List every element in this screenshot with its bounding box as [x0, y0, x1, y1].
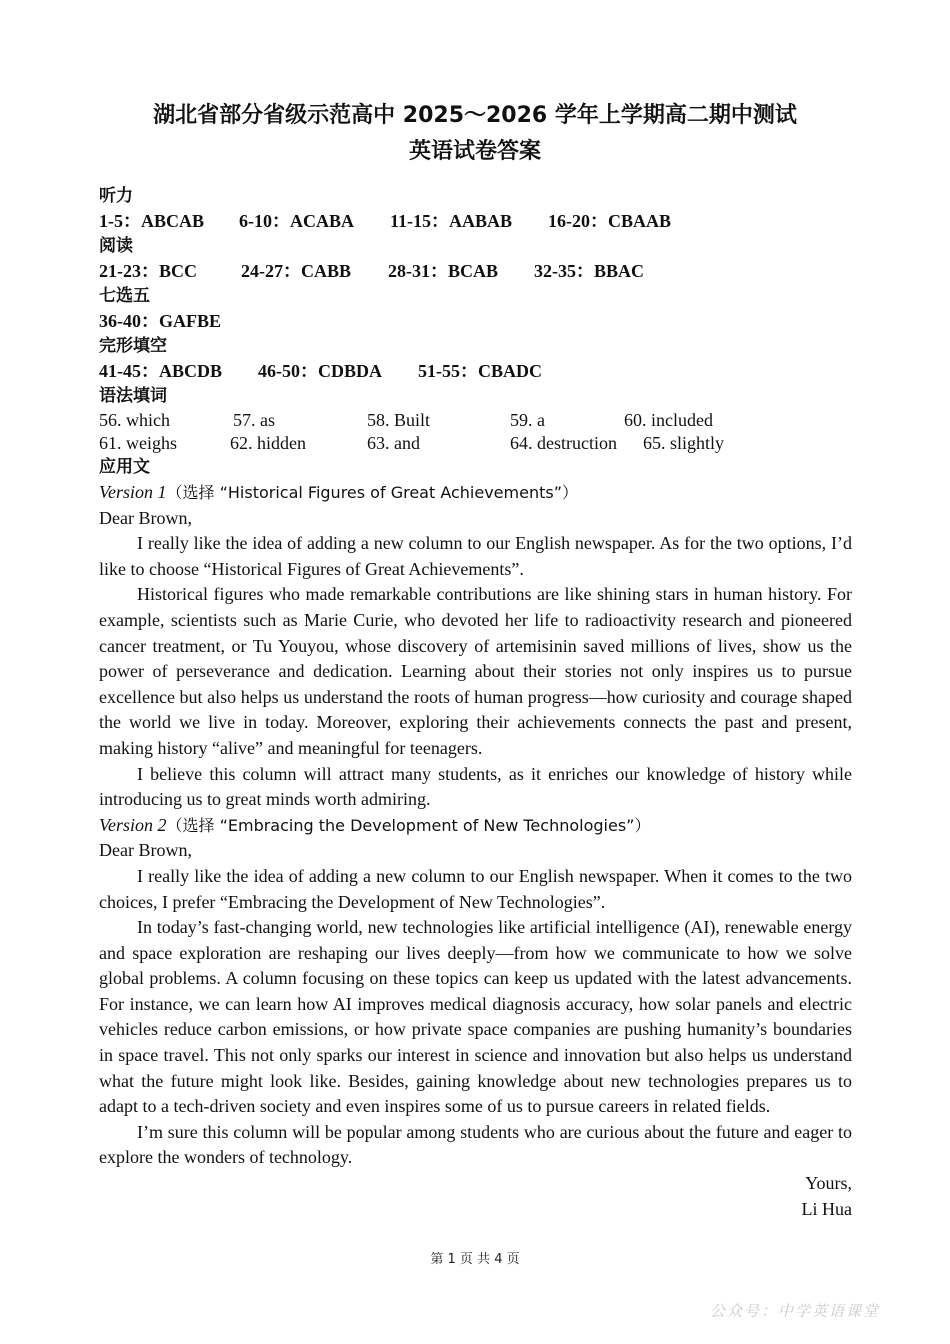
- letter-paragraph: I believe this column will attract many students, as it enriches our knowledge of history while introducing us to great minds worth admiring.: [99, 763, 852, 810]
- grammar-answer: 65. slightly: [643, 433, 725, 453]
- grammar-answer-grid: [99, 409, 852, 455]
- grammar-answer: 61. weighs: [99, 433, 177, 453]
- section-heading-listening: 听力: [99, 186, 133, 206]
- answer-group: 21-23：BCC: [99, 261, 197, 281]
- letter-greeting: Dear Brown,: [99, 840, 192, 861]
- version-note: （选择 “Embracing the Development of New Technologies”）: [166, 815, 651, 835]
- grammar-answer: 62. hidden: [230, 433, 306, 453]
- grammar-answer: 57. as: [233, 410, 275, 430]
- grammar-row: [99, 432, 852, 455]
- answer-row-listening: [99, 209, 852, 234]
- section-heading-reading: 阅读: [99, 236, 133, 256]
- letter-paragraph: Historical figures who made remarkable contributions are like shining stars in human history. For example, scientists such as Marie Curie, who devoted her life to radioactivity research and pioneered cancer treatment, or Tu Youyou, whose discovery of artemisinin saved millions of lives, show us the power of perseverance and dedication. Learning about their stories not only inspires us to pursue excellence but also helps us understand the roots of human progress—how curiosity and courage shaped the world we live in today. Moreover, exploring their achievements connects the past and present, making history “alive” and meaningful for teenagers.: [99, 584, 852, 758]
- letter-paragraph: I really like the idea of adding a new column to our English newspaper. As for the two options, I’d like to choose “Historical Figures of Great Achievements”.: [99, 533, 852, 579]
- answer-row-cloze: [99, 359, 852, 384]
- answer-group: 24-27：CABB: [241, 261, 352, 281]
- section-heading-grammar: 语法填词: [99, 386, 167, 406]
- version-label: Version 2: [99, 814, 167, 835]
- answer-group: 32-35：BBAC: [534, 261, 645, 281]
- grammar-answer: 58. Built: [367, 410, 431, 430]
- letter-paragraph: In today’s fast-changing world, new technologies like artificial intelligence (AI), renewable energy and space exploration are reshaping our lives deeply—from how we communicate to how we solve global problems. A column focusing on these topics can keep us updated with the latest advancements. For instance, we can learn how AI improves medical diagnosis accuracy, how solar panels and electric vehicles reduce carbon emissions, or how private space companies are pushing humanity’s boundaries in space travel. This not only sparks our interest in science and innovation but also helps us understand what the future might look like. Besides, gaining knowledge about new technologies prepares us to adapt to a tech-driven society and even inspires some of us to pursue careers in related fields.: [99, 917, 852, 1117]
- page-title-line1: 湖北省部分省级示范高中 2025～2026 学年上学期高二期中测试: [153, 103, 797, 128]
- version-2-heading: [99, 813, 852, 839]
- section-heading-seven-five: 七选五: [99, 286, 150, 306]
- letter-greeting: Dear Brown,: [99, 507, 192, 528]
- grammar-answer: 60. included: [624, 410, 713, 430]
- answer-group: 46-50：CDBDA: [258, 361, 382, 381]
- page-number: 第 1 页 共 4 页: [430, 1252, 520, 1267]
- grammar-row: [99, 409, 852, 432]
- answer-row-reading: [99, 259, 852, 284]
- answer-content: [99, 184, 852, 1222]
- answer-group: 28-31：BCAB: [388, 261, 499, 281]
- version-1-heading: [99, 480, 852, 506]
- page-title-line2: 英语试卷答案: [408, 139, 541, 164]
- section-heading-writing: 应用文: [99, 457, 150, 477]
- section-heading-cloze: 完形填空: [99, 336, 167, 356]
- letter-paragraph: I’m sure this column will be popular among students who are curious about the future and eager to explore the wonders of technology.: [99, 1121, 852, 1168]
- answer-row-seven-five: [99, 309, 852, 334]
- answer-group: 1-5：ABCAB: [99, 211, 205, 231]
- letter-signature: Li Hua: [801, 1198, 852, 1219]
- watermark: 公众号：中学英语课堂: [709, 1302, 880, 1320]
- answer-group: 6-10：ACABA: [239, 211, 354, 231]
- letter-paragraph: I really like the idea of adding a new column to our English newspaper. When it comes to the two choices, I prefer “Embracing the Development of New Technologies”.: [99, 865, 852, 912]
- answer-group: 11-15：AABAB: [390, 211, 513, 231]
- answer-group: 36-40：GAFBE: [99, 311, 222, 331]
- grammar-answer: 59. a: [510, 410, 545, 430]
- answer-group: 16-20：CBAAB: [548, 211, 672, 231]
- grammar-answer: 56. which: [99, 410, 170, 430]
- answer-group: 41-45：ABCDB: [99, 361, 223, 381]
- letter-closing: Yours,: [805, 1173, 852, 1194]
- answer-group: 51-55：CBADC: [418, 361, 542, 381]
- version-label: Version 1: [99, 482, 167, 502]
- grammar-answer: 64. destruction: [510, 433, 617, 453]
- grammar-answer: 63. and: [367, 433, 420, 453]
- version-note: （选择 “Historical Figures of Great Achievements”）: [166, 483, 578, 502]
